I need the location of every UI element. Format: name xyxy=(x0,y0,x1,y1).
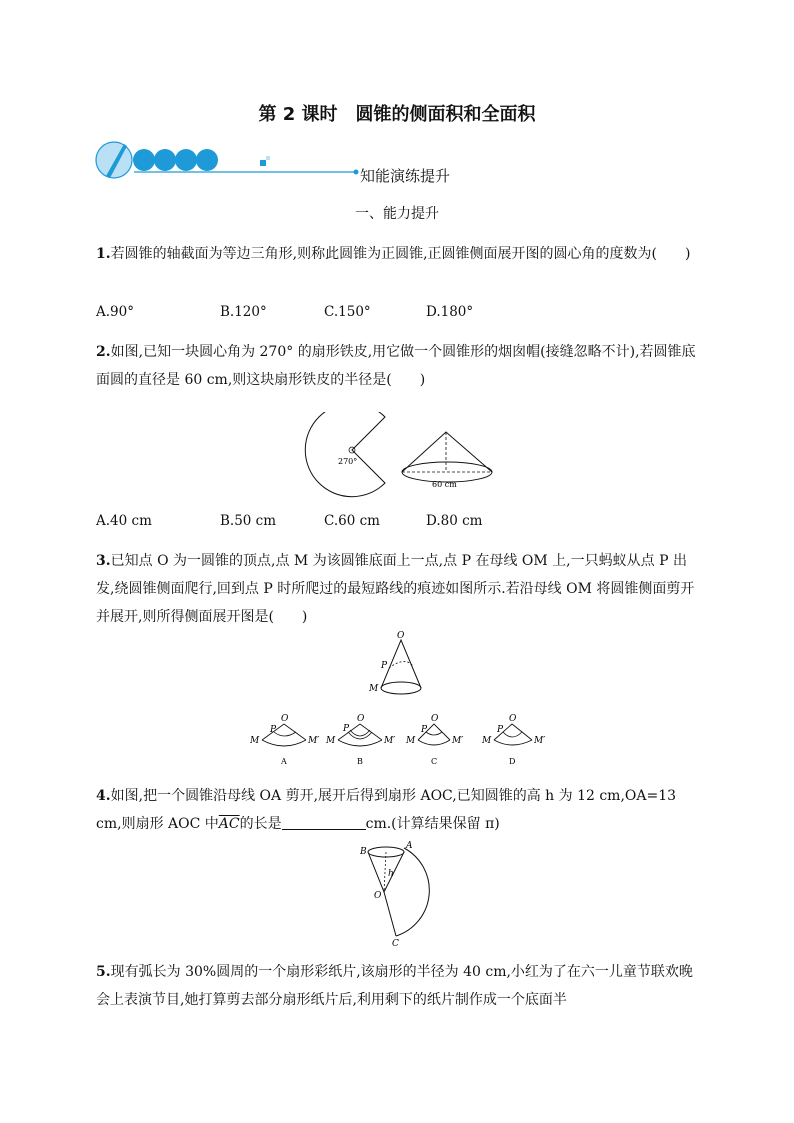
option-c: C.150° xyxy=(324,304,371,320)
question-4 xyxy=(96,782,700,838)
cone-outline xyxy=(402,432,492,472)
page-title: 第 2 课时 圆锥的侧面积和全面积 xyxy=(258,104,536,125)
question-text: 若圆锥的轴截面为等边三角形,则称此圆锥为正圆锥,正圆锥侧面展开图的圆心角的度数为( ) xyxy=(110,246,691,262)
question-text: 如图,已知一块圆心角为 270° 的扇形铁皮,用它做一个圆锥形的烟囱帽(接缝忽略不计),若圆锥底面圆的直径是 60 cm,则这块扇形铁皮的半径是( ) xyxy=(96,344,696,388)
question-number: 5. xyxy=(96,964,111,980)
question-text: 已知点 O 为一圆锥的顶点,点 M 为该圆锥底面上一点,点 P 在母线 OM 上,一只蚂蚁从点 P 出发,绕圆锥侧面爬行,回到点 P 时所爬过的最短路线的痕迹如图所示.若沿母线 OM 将圆锥侧面剪开并展开,则所得侧面展开图是( ) xyxy=(96,553,695,625)
option-a: A.90° xyxy=(96,304,134,320)
banner-square-1 xyxy=(260,160,266,166)
arc-label: $\overline{AC}$ xyxy=(218,816,240,832)
svg-text:M: M xyxy=(406,736,416,746)
svg-text:O: O xyxy=(509,714,517,724)
sector-radius-oc xyxy=(384,892,396,936)
banner-square-2 xyxy=(266,156,270,160)
point-o-label: O xyxy=(374,891,382,901)
svg-text:O: O xyxy=(431,714,439,724)
svg-text:M′: M′ xyxy=(384,736,396,746)
svg-text:M′: M′ xyxy=(308,736,320,746)
sector-shape xyxy=(305,412,385,497)
question-number: 3. xyxy=(96,553,111,569)
cone-height-line xyxy=(384,852,386,892)
choice-d-label: D xyxy=(509,757,516,766)
height-label: h xyxy=(388,869,394,879)
banner-ring xyxy=(96,142,132,178)
banner-dot-1 xyxy=(133,149,155,171)
svg-text:M′: M′ xyxy=(534,736,546,746)
choice-c-figure xyxy=(405,714,463,766)
svg-text:M: M xyxy=(326,736,336,746)
option-c: C.60 cm xyxy=(324,513,380,529)
question-number: 4. xyxy=(96,788,111,804)
question-text: 现有弧长为 30%圆周的一个扇形彩纸片,该扇形的半径为 40 cm,小红为了在六一儿童节联欢晚会上表演节目,她打算剪去部分扇形纸片后,利用剩下的纸片制作成一个底面半 xyxy=(96,964,693,1008)
point-b-label: B xyxy=(360,847,367,857)
question-3 xyxy=(96,547,700,631)
section-heading: 一、能力提升 xyxy=(355,206,439,222)
cone-diameter-label: 60 cm xyxy=(432,480,457,489)
banner-dot-3 xyxy=(175,149,197,171)
question-text-cont: 的长是 xyxy=(239,816,282,832)
sector-arc xyxy=(396,848,429,936)
svg-text:P: P xyxy=(497,725,504,735)
svg-text:O: O xyxy=(357,714,365,724)
question-2 xyxy=(96,338,700,394)
sector-angle-label: 270° xyxy=(338,457,358,466)
question-3-choices-figure xyxy=(250,712,550,772)
banner-dot-4 xyxy=(196,149,218,171)
choice-c-label: C xyxy=(431,757,438,766)
question-1 xyxy=(96,240,700,268)
svg-text:O: O xyxy=(281,714,289,724)
svg-text:M: M xyxy=(482,736,492,746)
point-a-label: A xyxy=(406,841,413,851)
question-number: 2. xyxy=(96,344,111,360)
point-c-label: C xyxy=(392,939,399,949)
option-d: D.80 cm xyxy=(426,513,483,529)
question-4-figure xyxy=(360,840,450,950)
svg-text:P: P xyxy=(270,725,277,735)
question-2-options xyxy=(96,513,700,533)
question-1-options xyxy=(96,304,700,324)
apex-label: O xyxy=(397,631,405,641)
question-number: 1. xyxy=(96,246,111,262)
svg-text:P: P xyxy=(343,724,350,734)
svg-text:M: M xyxy=(250,736,260,746)
question-5 xyxy=(96,958,700,1014)
svg-text:P: P xyxy=(421,725,428,735)
question-text-end: cm.(计算结果保留 π) xyxy=(365,816,500,832)
choice-a-label: A xyxy=(281,757,287,766)
point-m-label: M xyxy=(369,684,379,694)
choice-b-figure xyxy=(325,714,395,766)
ant-path xyxy=(389,661,413,668)
choice-a-figure xyxy=(250,714,319,766)
question-text: 如图,把一个圆锥沿母线 OA 剪开,展开后得到扇形 AOC,已知圆锥的高 h 为 12 cm,OA=13 cm,则扇形 AOC 中 xyxy=(96,788,677,832)
question-2-figure xyxy=(300,412,500,502)
question-3-cone-figure xyxy=(365,628,431,698)
option-b: B.50 cm xyxy=(220,513,277,529)
answer-blank xyxy=(282,813,366,830)
option-a: A.40 cm xyxy=(96,513,152,529)
banner-line-end xyxy=(354,170,359,175)
banner-dot-2 xyxy=(154,149,176,171)
point-p-label: P xyxy=(381,661,388,671)
banner-text: 知能演练提升 xyxy=(360,167,451,185)
choice-d-figure xyxy=(481,714,545,766)
svg-text:M′: M′ xyxy=(452,736,464,746)
option-b: B.120° xyxy=(220,304,267,320)
cone-base xyxy=(381,682,421,694)
option-d: D.180° xyxy=(426,304,474,320)
choice-b-label: B xyxy=(357,757,363,766)
